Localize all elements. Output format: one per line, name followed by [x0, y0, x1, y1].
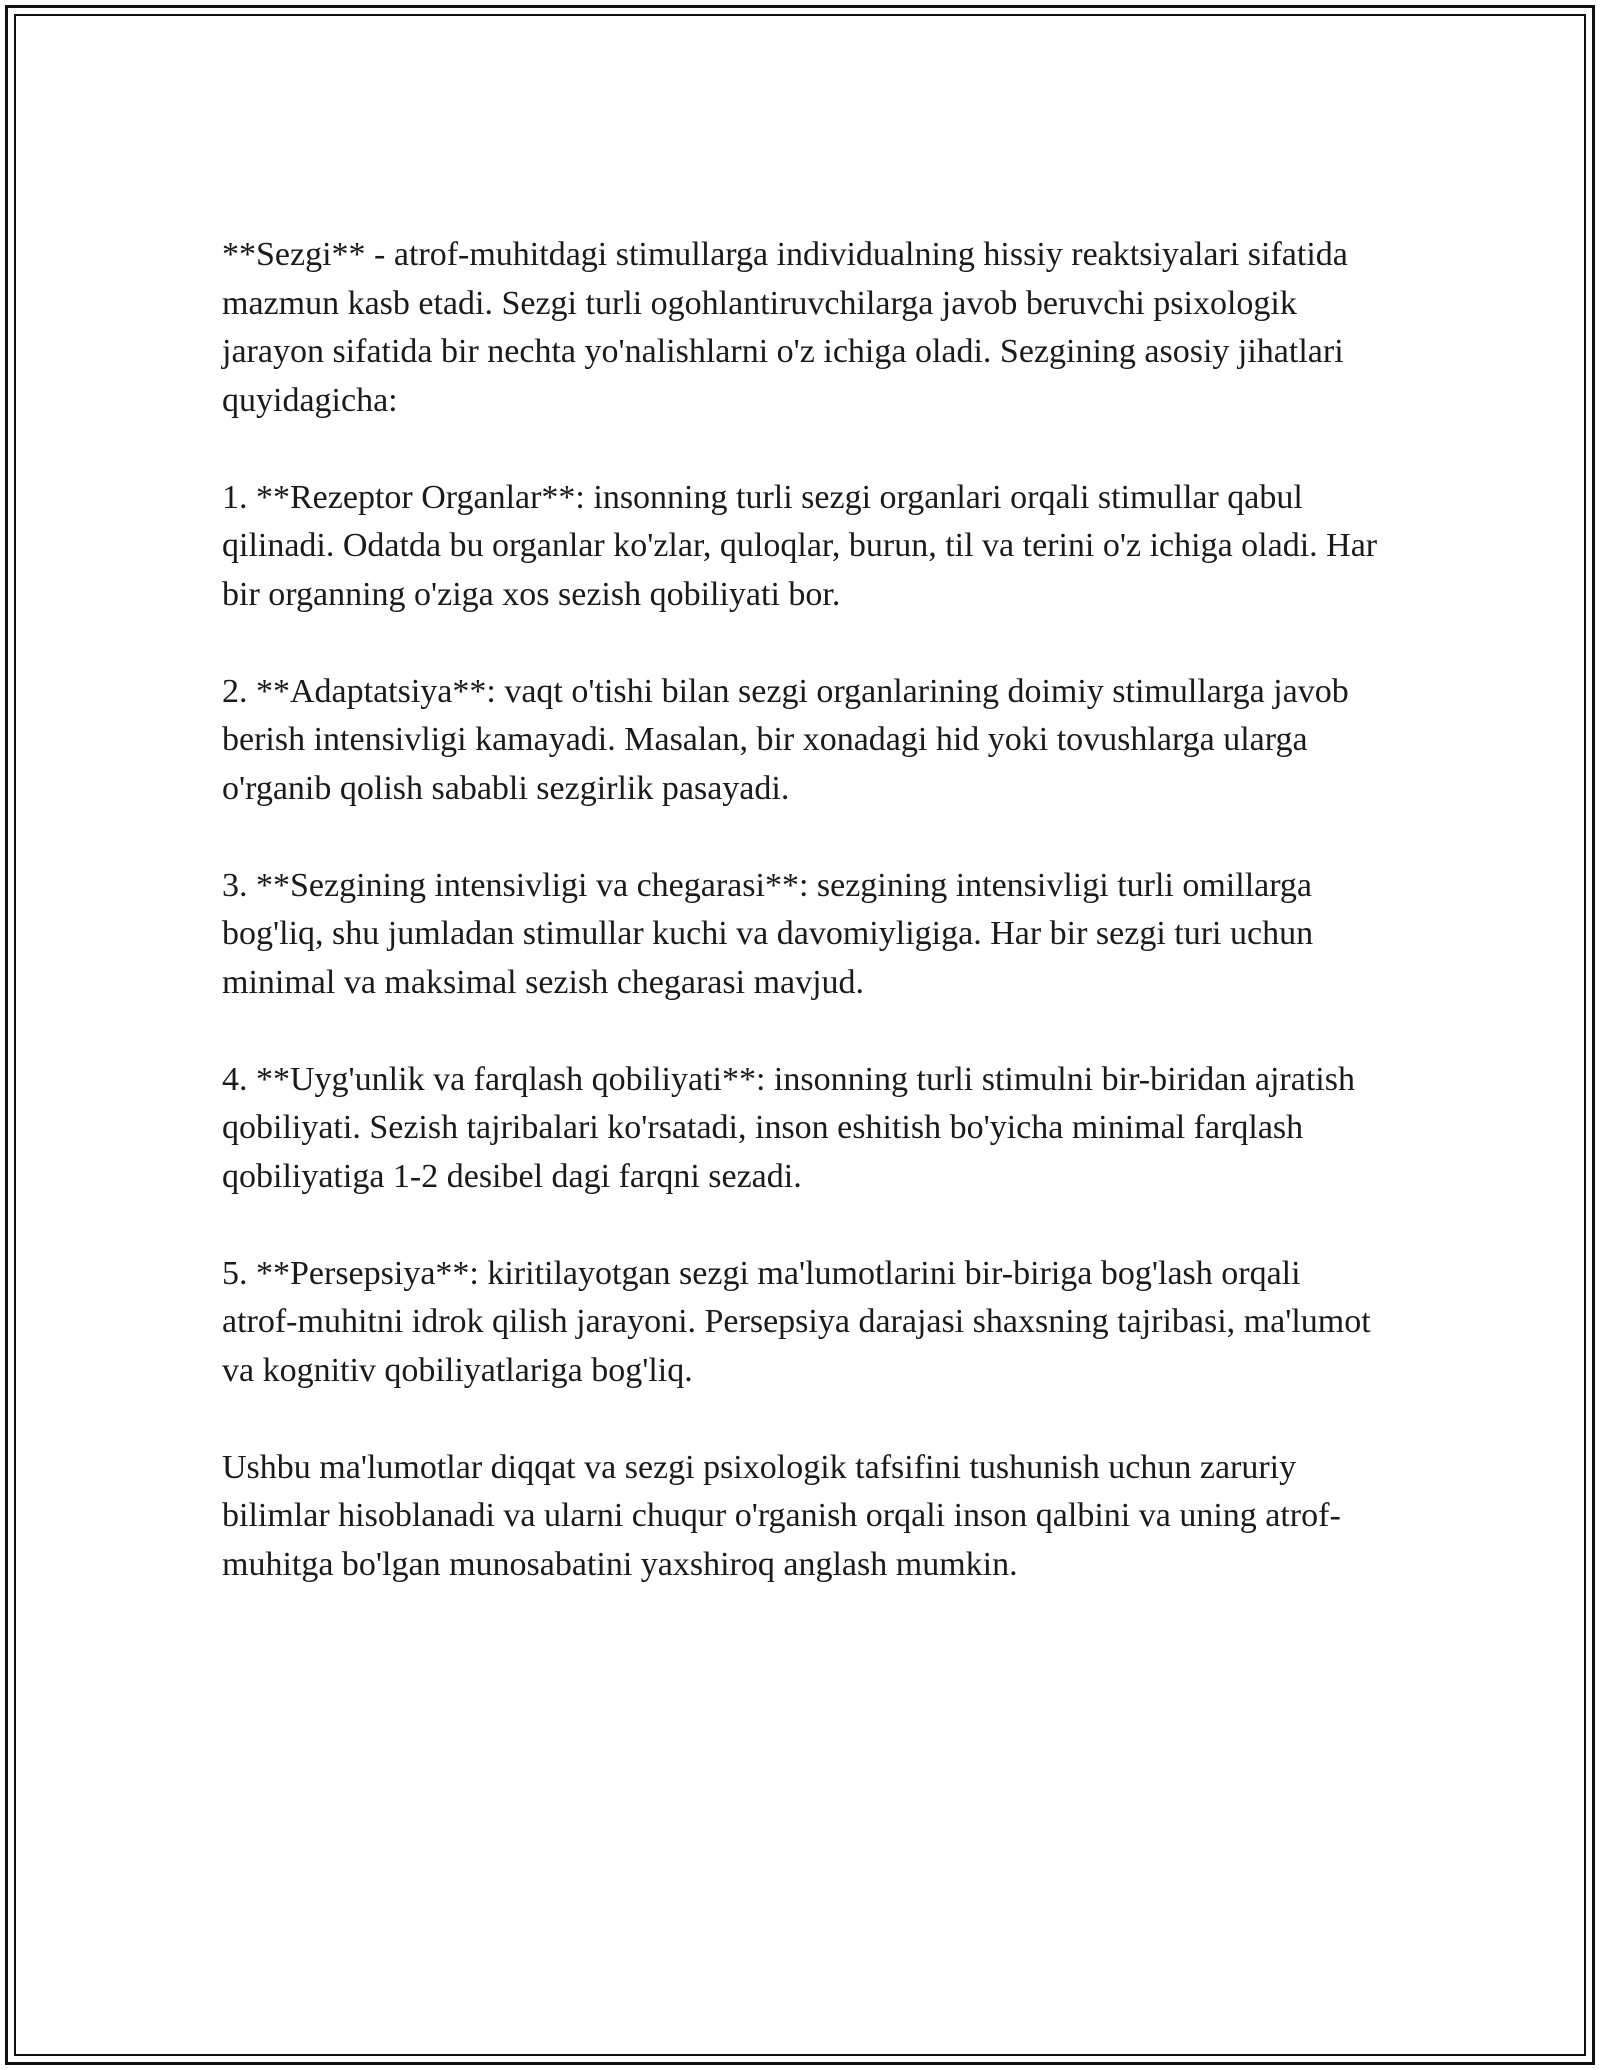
list-item: 2. **Adaptatsiya**: vaqt o'tishi bilan sezgi organlarining doimiy stimullarga javob berish intensivligi kamayadi. Masalan, bir xonadagi hid yoki tovushlarga ularga o'rganib qolish sababli sezgirlik pasayadi. — [222, 672, 1349, 807]
list-item: 1. **Rezeptor Organlar**: insonning turli sezgi organlari orqali stimullar qabul qilinadi. Odatda bu organlar ko'zlar, quloqlar, burun, til va terini o'z ichiga oladi. Har bir organning o'ziga xos sezish qobiliyati bor. — [222, 478, 1378, 613]
list-item: 3. **Sezgining intensivligi va chegarasi**: sezgining intensivligi turli omillarga bog'liq, shu jumladan stimullar kuchi va davomiyligiga. Har bir sezgi turi uchun minimal va maksimal sezish chegarasi mavjud. — [222, 866, 1314, 1001]
conclusion-paragraph: Ushbu ma'lumotlar diqqat va sezgi psixologik tafsifini tushunish uchun zaruriy bilimlar hisoblanadi va ularni chuqur o'rganish orqali inson qalbini va uning atrof-muhitga bo'lgan munosabatini yaxshiroq anglash mumkin. — [222, 1448, 1341, 1583]
list-item: 4. **Uyg'unlik va farqlash qobiliyati**: insonning turli stimulni bir-biridan ajratish qobiliyati. Sezish tajribalari ko'rsatadi, inson eshitish bo'yicha minimal farqlash qobiliyatiga 1-2 desibel dagi farqni sezadi. — [222, 1060, 1355, 1195]
intro-paragraph: **Sezgi** - atrof-muhitdagi stimullarga individualning hissiy reaktsiyalari sifatida mazmun kasb etadi. Sezgi turli ogohlantiruvchilarga javob beruvchi psixologik jarayon sifatida bir nechta yo'nalishlarni o'z ichiga oladi. Sezgining asosiy jihatlari quyidagicha: — [222, 236, 1348, 419]
list-item: 5. **Persepsiya**: kiritilayotgan sezgi ma'lumotlarini bir-biriga bog'lash orqali atrof-muhitni idrok qilish jarayoni. Persepsiya darajasi shaxsning tajribasi, ma'lumot va kognitiv qobiliyatlariga bog'liq. — [222, 1254, 1371, 1389]
document-body — [222, 231, 1382, 1589]
